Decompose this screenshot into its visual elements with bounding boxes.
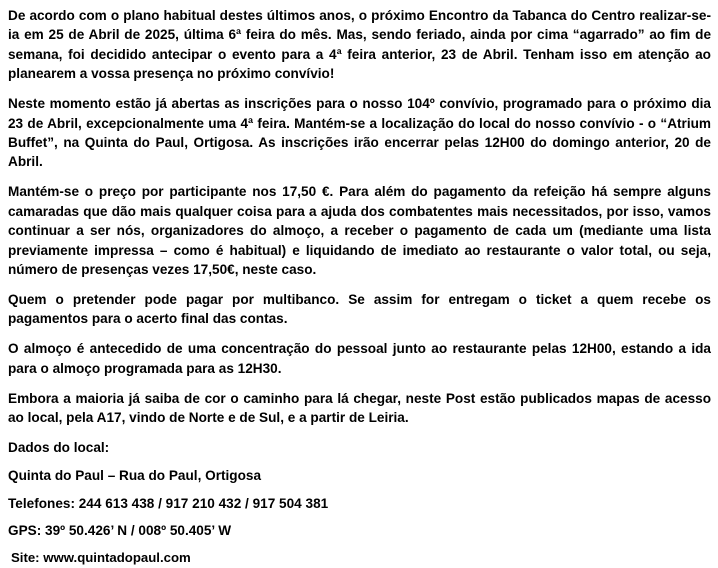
paragraph-payment: Quem o pretender pode pagar por multibanco. Se assim for entregam o ticket a quem recebe os pagamentos para o acerto final das contas.	[8, 292, 711, 327]
location-address: Quinta do Paul – Rua do Paul, Ortigosa	[8, 468, 262, 484]
paragraph-registrations: Neste momento estão já abertas as inscrições para o nosso 104º convívio, programado para o próximo dia 23 de Abril, excepcionalmente uma 4ª feira. Mantém-se a localização do local do nosso convívio - o “Atrium Buffet”, na Quinta do Paul, Ortigosa. As inscrições irão encerrar pelas 12H00 do domingo anterior, 20 de Abril.	[8, 96, 711, 170]
paragraph-schedule: O almoço é antecedido de uma concentração do pessoal junto ao restaurante pelas 12H00, estando a ida para o almoço programada para as 12H30.	[8, 341, 711, 376]
location-phones: Telefones: 244 613 438 / 917 210 432 / 917 504 381	[8, 496, 329, 512]
location-gps: GPS: 39º 50.426’ N / 008º 50.405’ W	[8, 522, 232, 538]
paragraph-directions: Embora a maioria já saiba de cor o caminho para lá chegar, neste Post estão publicados mapas de acesso ao local, pela A17, vindo de Norte e de Sul, e a partir de Leiria.	[8, 390, 711, 426]
location-heading: Dados do local:	[8, 440, 110, 456]
paragraph-date-change: De acordo com o plano habitual destes últimos anos, o próximo Encontro da Tabanca do Centro realizar-se-ia em 25 de Abril de 2025, última 6ª feira do mês. Mas, sendo feriado, ainda por cima “agarrado” ao fim de semana, foi decidido antecipar o evento para a 4ª feira anterior, 23 de Abril. Tenham isso em atenção ao planearem a vossa presença no próximo convívio!	[8, 8, 711, 82]
document-body	[8, 6, 711, 568]
location-site: Site: www.quintadopaul.com	[11, 550, 191, 566]
paragraph-price: Mantém-se o preço por participante nos 17,50 €. Para além do pagamento da refeição há sempre alguns camaradas que dão mais qualquer coisa para a ajuda dos combatentes mais necessitados, por isso, vamos continuar a ser nós, organizadores do almoço, a receber o pagamento de cada um (mediante uma lista previamente impressa – como é habitual) e liquidando de imediato ao restaurante o valor total, ou seja, número de presenças vezes 17,50€, neste caso.	[8, 184, 711, 278]
